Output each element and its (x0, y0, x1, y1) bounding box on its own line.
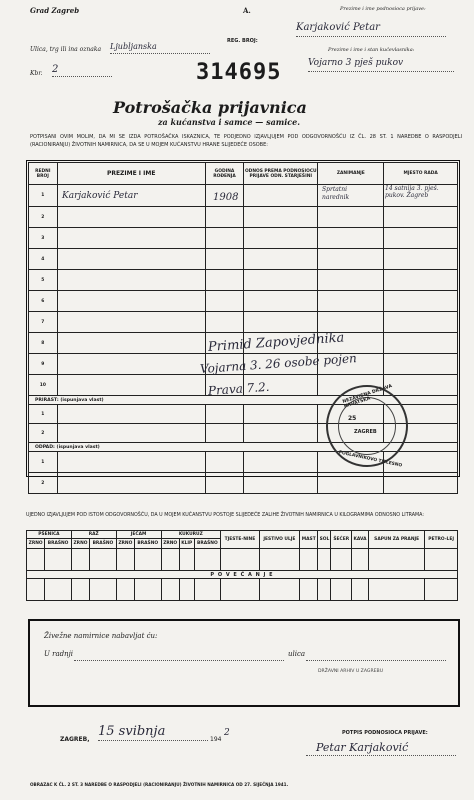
row-number: 4 (29, 249, 58, 270)
city-header: Grad Zagreb (30, 6, 80, 15)
reg-label: REG. BROJ: (227, 38, 258, 44)
group-corn: KUKURUZ (161, 531, 221, 539)
footer-year-prefix: 194 (210, 736, 222, 743)
sub-grain: ZRNO (27, 539, 45, 549)
entry-workplace: 14 satnija 3. pješ. pukov. Zagreb (385, 185, 439, 199)
shop-label: U radnji (44, 650, 74, 658)
row-number: 8 (29, 333, 58, 354)
stamp-center-text: ZAGREB (354, 429, 377, 435)
kbr-value: 2 (52, 64, 112, 77)
footer-city: ZAGREB, (60, 736, 90, 743)
form-number: 314695 (196, 60, 282, 85)
landlord-value: Vojarno 3 pješ pukov (308, 58, 454, 72)
arrivals-label: PRIRAST: (ispunjava vlast) (29, 396, 458, 405)
group-rye: RAŽ (71, 531, 116, 539)
row-number: 9 (29, 354, 58, 375)
entry-year: 1908 (213, 192, 239, 203)
sub-grain: ZRNO (116, 539, 134, 549)
stock-increase-row (27, 571, 458, 579)
table-row (29, 270, 458, 291)
col-occupation: ZANIMANJE (318, 163, 384, 185)
form-letter: A. (243, 6, 251, 15)
row-number: 2 (29, 424, 58, 443)
group-barley: JEČAM (116, 531, 161, 539)
entry-name: Karjaković Petar (62, 191, 138, 201)
sub-flour: BRAŠNO (90, 539, 117, 549)
stamp-number: 25 (348, 415, 357, 422)
col-coffee: KAVA (351, 531, 368, 549)
row-number: 6 (29, 291, 58, 312)
stock-values-row (27, 549, 458, 571)
row-number: 10 (29, 375, 58, 396)
stock-intro-text: UJEDNO IZJAVLJUJEM POD ISTOM ODGOVORNOŠĆU, DA U MOJEM KUĆANSTVU POSTOJE SLIJEDEĆE ZALIHE ŽIVOTNIH NAMIRNICA U KILOGRAMIMA ODNOSNO LITRAMA: (26, 513, 424, 518)
col-soap: SAPUN ZA PRANJE (369, 531, 425, 549)
row-number: 2 (29, 207, 58, 228)
table-row (29, 473, 458, 494)
col-petroleum: PETRO-LEJ (425, 531, 458, 549)
col-relation: ODNOS PREMA PODNOSIOCU PRIJAVE ODN. STARJEŠINI (244, 163, 318, 185)
footer-note: OBRAZAC K ČL. 2 ST. 3 NAREDBE O RASPODJELI (RACIONIRANJU) ŽIVOTNIH NAMIRNICA OD 27. SIJEČNJA 1941. (30, 782, 289, 787)
applicant-value: Karjaković Petar (296, 22, 446, 37)
sub-grain: ZRNO (161, 539, 179, 549)
applicant-label: Prezime i ime podnosioca prijave: (340, 6, 426, 12)
sub-grain: ZRNO (71, 539, 89, 549)
stock-increase-values-row (27, 579, 458, 601)
row-number: 3 (29, 228, 58, 249)
col-workplace: MJESTO RADA (384, 163, 458, 185)
col-pasta: TJESTE-NINE (221, 531, 260, 549)
col-name: PREZIME I IME (57, 163, 205, 185)
shop-field (74, 654, 284, 661)
form-subtitle: za kućanstva i samce — samice. (158, 117, 301, 127)
sub-flour: BRAŠNO (45, 539, 72, 549)
row-number: 5 (29, 270, 58, 291)
signature-label: POTPIS PODNOSIOCA PRIJAVE: (342, 730, 428, 736)
increase-label: P O V E Ć A N J E (27, 571, 458, 579)
annotation-line-1: Primid Zapovjednika (207, 330, 345, 355)
row-number: 1 (29, 405, 58, 424)
col-salt: SOL (318, 531, 331, 549)
stamp-bottom-text: POGLAVNIKOVO TJELESNO (338, 450, 403, 469)
landlord-label: Prezime i ime i stan kućevlasnika: (328, 47, 415, 53)
supply-street-field (306, 654, 446, 661)
stock-table (26, 530, 458, 601)
stamp-outer-text: NEZAVISNA DRŽAVA HRVATSKA (342, 384, 393, 410)
persons-table-header (29, 163, 458, 185)
sub-flour: BRAŠNO (194, 539, 221, 549)
signature-line (306, 754, 456, 756)
supply-title: Živežne namirnice nabavljat ću: (44, 632, 158, 640)
sub-cob: KLIP (179, 539, 194, 549)
row-number: 7 (29, 312, 58, 333)
annotation-line-2: Vojarna 3. 26 osobe pojen (199, 351, 358, 376)
col-year: GODINA ROĐENJA (205, 163, 244, 185)
street-value: Ljubljanska (110, 42, 210, 54)
group-wheat: PŠENICA (27, 531, 72, 539)
entry-occupation: Sprtatni narednik (322, 186, 350, 201)
departures-label: ODPAD: (ispunjava vlast) (29, 443, 458, 452)
form-title: Potrošačka prijavnica (113, 98, 307, 117)
table-row (29, 228, 458, 249)
col-oil: JESTIVO ULJE (259, 531, 299, 549)
table-row (29, 291, 458, 312)
table-row (29, 207, 458, 228)
footer-year-suffix: 2 (224, 728, 230, 738)
table-row (29, 249, 458, 270)
col-sugar: ŠEĆER (331, 531, 352, 549)
annotation-line-3: Prava 7.2. (207, 379, 270, 398)
archive-stamp: DRŽAVNI ARHIV U ZAGREBU (318, 669, 384, 674)
intro-text: POTPISANI OVIM MOLIM, DA MI SE IZDA POTROŠAČKA ISKAZNICA, TE PODJEDNO IZJAVLJUJEM POD ODGOVORNOŠĆU IZ ČL. 28 ST. 1 NAREDBE O RASPODJELI (RACIONIRANJU) ŽIVOTNIH NAMIRNICA, DA SE U MOJEM KUĆANSTVU HRANE SLIJEDEĆE OSOBE: (30, 134, 462, 148)
table-row (29, 312, 458, 333)
sub-flour: BRAŠNO (135, 539, 162, 549)
kbr-label: Kbr. (30, 70, 43, 77)
col-no: REDNI BROJ (29, 163, 58, 185)
signature-value: Petar Karjaković (316, 741, 409, 754)
footer-date: 15 svibnja (98, 724, 208, 741)
col-lard: MAST (300, 531, 318, 549)
row-number: 2 (29, 473, 58, 494)
supply-street-label: ulica (288, 650, 306, 658)
stock-table-groups (27, 531, 458, 539)
official-stamp (326, 385, 408, 467)
row-number: 1 (29, 185, 58, 207)
street-label: Ulica, trg ili ina oznaka (30, 46, 102, 53)
row-number: 1 (29, 452, 58, 473)
